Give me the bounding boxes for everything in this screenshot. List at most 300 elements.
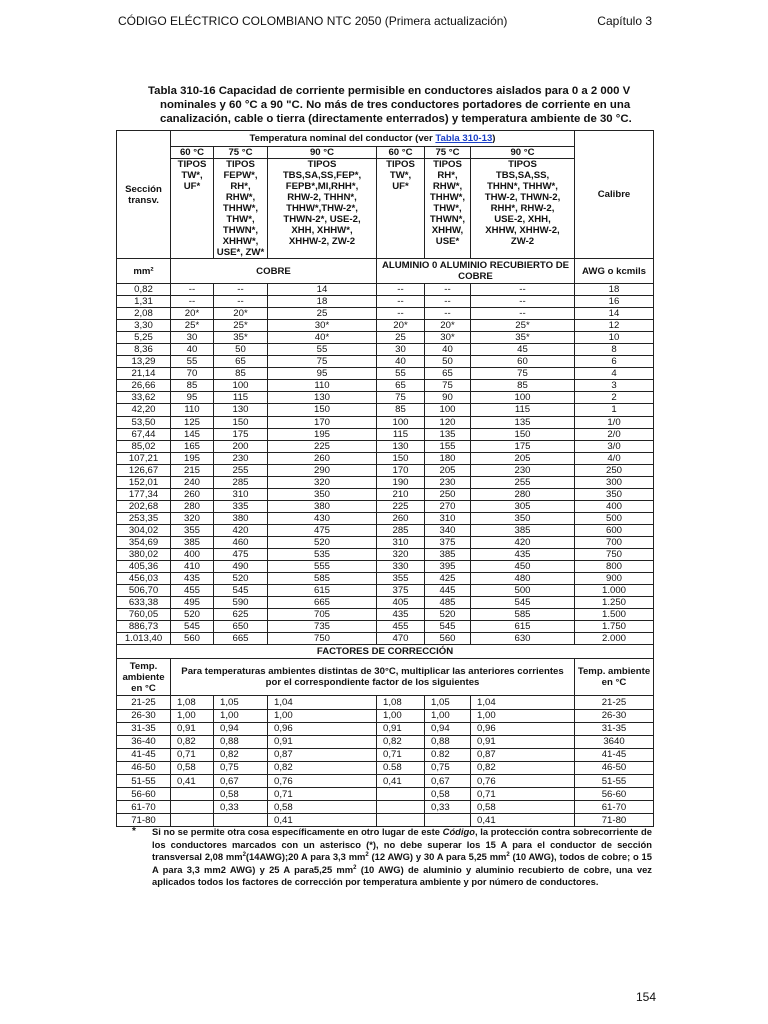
table-cell: 20* [425,320,471,332]
table-cell: 2,08 [117,308,171,320]
table-cell: 40 [425,344,471,356]
factor-cell: 71-80 [117,814,171,827]
table-cell: 335 [214,500,268,512]
table-cell: 0,82 [117,284,171,296]
table-cell: 455 [171,585,214,597]
factor-cell: 0,87 [268,748,377,761]
factor-cell: 0,88 [214,735,268,748]
table-cell: 150 [377,452,425,464]
table-cell: 310 [214,488,268,500]
table-cell: 520 [171,609,214,621]
note-sup-2: 2 [365,851,369,858]
table-cell: 40* [268,332,377,344]
table-cell: 375 [425,536,471,548]
table-cell: 6 [575,356,654,368]
table-row [117,536,654,548]
table-cell: 500 [575,512,654,524]
table-cell: -- [171,284,214,296]
table-cell: 40 [171,344,214,356]
factor-cell [214,814,268,827]
table-cell: 3 [575,380,654,392]
table-cell: 55 [377,368,425,380]
table-cell: 26,66 [117,380,171,392]
table-cell: 260 [377,512,425,524]
table-cell: 410 [171,561,214,573]
table-cell: 500 [471,585,575,597]
table-cell: 150 [214,416,268,428]
factor-cell [377,801,425,814]
table-cell: 195 [268,428,377,440]
factor-cell: 0,94 [214,722,268,735]
table-row [117,332,654,344]
table-cell: -- [214,296,268,308]
table-cell: 30* [268,320,377,332]
table-cell: 125 [171,416,214,428]
table-cell: 380,02 [117,549,171,561]
table-cell: 230 [214,452,268,464]
table-cell: 350 [268,488,377,500]
table-cell: 425 [425,573,471,585]
factor-cell: 21-25 [117,696,171,709]
table-cell: 380 [268,500,377,512]
table-cell: 1 [575,404,654,416]
table-cell: 8,36 [117,344,171,356]
table-cell: 420 [214,524,268,536]
temp-col-4: 60 °C [377,147,425,159]
table-cell: 35* [214,332,268,344]
table-cell: 225 [268,440,377,452]
factor-cell: 1,00 [377,709,425,722]
table-cell: 25 [268,308,377,320]
table-cell: 210 [377,488,425,500]
table-cell: 760,05 [117,609,171,621]
table-cell: 700 [575,536,654,548]
table-cell: 260 [268,452,377,464]
factor-cell: 0,82 [377,735,425,748]
factor-row [117,788,654,801]
table-cell: 50 [425,356,471,368]
table-cell: 170 [377,464,425,476]
footnote [152,826,652,889]
table-row [117,416,654,428]
table-cell: 85 [171,380,214,392]
factor-cell: 0,82 [171,735,214,748]
factor-cell: 56-60 [575,788,654,801]
factor-cell: 0,91 [377,722,425,735]
factor-cell: 0,96 [471,722,575,735]
table-cell: 115 [377,428,425,440]
table-cell: 195 [171,452,214,464]
note-sup-3: 2 [506,851,510,858]
table-cell: 130 [268,392,377,404]
temp-col-3: 90 °C [268,147,377,159]
table-cell: 285 [377,524,425,536]
factor-cell: 0,82 [214,748,268,761]
factor-row [117,709,654,722]
temp-header-text: Temperatura nominal del conductor (ver [249,133,436,144]
note-part-b: , la protección contra sobrecorriente de los conductores marcados con un asterisco (*), no debe superar los 15 A para el conductor de sección transversal 2,08 mm [152,826,652,862]
table-cell: 30* [425,332,471,344]
table-cell: 85 [214,368,268,380]
table-cell: 475 [268,524,377,536]
table-cell: 255 [471,476,575,488]
table-cell: 886,73 [117,621,171,633]
temp-col-6: 90 °C [471,147,575,159]
factor-cell: 0,75 [214,761,268,774]
factor-row [117,722,654,735]
factor-cell: 0,71 [171,748,214,761]
factor-cell [377,788,425,801]
factor-cell: 71-80 [575,814,654,827]
table-cell: 100 [214,380,268,392]
table-cell: 1.750 [575,621,654,633]
table-cell: 545 [425,621,471,633]
factor-cell [377,814,425,827]
table-cell: 1,31 [117,296,171,308]
table-cell: 1.000 [575,585,654,597]
table-cell: 150 [471,428,575,440]
table-cell: 107,21 [117,452,171,464]
factor-cell: 0,96 [268,722,377,735]
table-cell: 450 [471,561,575,573]
table-cell: 545 [214,585,268,597]
table-cell: 65 [425,368,471,380]
table-row [117,561,654,573]
factor-cell: 0,94 [425,722,471,735]
table-cell: -- [471,308,575,320]
factor-cell: 1,00 [268,709,377,722]
temp-rating-header [171,131,575,147]
factor-cell: 0,91 [471,735,575,748]
table-cell: 385 [425,549,471,561]
factor-cell: 51-55 [575,774,654,787]
factor-cell: 0.58 [377,761,425,774]
factor-temp-label-right: Temp. ambiente en °C [575,659,654,696]
temp-col-5: 75 °C [425,147,471,159]
table-cell: 95 [268,368,377,380]
factor-cell: 31-35 [117,722,171,735]
table-cell: 30 [377,344,425,356]
table-cell: 590 [214,597,268,609]
table-cell: 205 [425,464,471,476]
table-cell: 305 [471,500,575,512]
factor-cell: 0,67 [425,774,471,787]
table-cell: 177,34 [117,488,171,500]
table-cell: 33,62 [117,392,171,404]
note-part-a: Si no se permite otra cosa específicamente en otro lugar de este [152,826,443,837]
table-row [117,464,654,476]
table-cell: 495 [171,597,214,609]
table-cell: 420 [471,536,575,548]
table-cell: 4/0 [575,452,654,464]
table-cell: 405 [377,597,425,609]
table-cell: 180 [425,452,471,464]
table-cell: 320 [171,512,214,524]
table-cell: 67,44 [117,428,171,440]
types-col-4: TIPOS TW*, UF* [377,159,425,259]
unit-mm2: mm² [117,259,171,284]
factor-row [117,761,654,774]
table-cell: 135 [471,416,575,428]
factor-cell: 0,33 [214,801,268,814]
factor-cell: 41-45 [575,748,654,761]
factor-cell: 0,58 [471,801,575,814]
factor-cell: 26-30 [575,709,654,722]
factor-cell: 26-30 [117,709,171,722]
table-cell: 18 [575,284,654,296]
table-cell: 55 [268,344,377,356]
table-cell: 135 [425,428,471,440]
table-cell: 65 [214,356,268,368]
table-cell: 304,02 [117,524,171,536]
table-cell: -- [425,284,471,296]
note-code-word: Código [442,826,475,837]
table-cell: 100 [377,416,425,428]
table-cell: 215 [171,464,214,476]
table-cell: 340 [425,524,471,536]
table-cell: 85 [471,380,575,392]
table-cell: 255 [214,464,268,476]
table-cell: 456,03 [117,573,171,585]
table-cell: 310 [425,512,471,524]
table-cell: 110 [268,380,377,392]
table-cell: 150 [268,404,377,416]
table-cell: 253,35 [117,512,171,524]
table-cell: 14 [268,284,377,296]
factor-cell: 0,82 [471,761,575,774]
table-cell: 300 [575,476,654,488]
factor-cell: 61-70 [575,801,654,814]
table-row [117,308,654,320]
factor-cell: 0,76 [471,774,575,787]
factor-cell: 1,08 [171,696,214,709]
note-part-d: (12 AWG) y 30 A para 5,25 mm [368,851,507,862]
table-cell: 490 [214,561,268,573]
table-cell: 45 [471,344,575,356]
table-cell: 545 [471,597,575,609]
table-cell: -- [425,296,471,308]
table-cell: 75 [268,356,377,368]
table-cell: 385 [171,536,214,548]
factor-cell: 0,71 [377,748,425,761]
table-cell: 50 [214,344,268,356]
table-cell: 13,29 [117,356,171,368]
table-cell: 3,30 [117,320,171,332]
types-col-2: TIPOS FEPW*, RH*, RHW*, THHW*, THW*, THWN*, XHHW*, USE*, ZW* [214,159,268,259]
table-cell: 900 [575,573,654,585]
note-part-c: (14AWG);20 A para 3,3 mm [245,851,366,862]
caption-line-3: canalización, cable o tierra (directamente enterrados) y temperatura ambiente de 30 °C. [160,113,632,125]
table-cell: 310 [377,536,425,548]
table-row [117,585,654,597]
chapter-label: Capítulo 3 [597,14,652,28]
table-cell: 435 [377,609,425,621]
table-cell: 95 [171,392,214,404]
table-cell: -- [377,308,425,320]
table-cell: 12 [575,320,654,332]
table-cell: 630 [471,633,575,645]
table-cell: 250 [425,488,471,500]
table-row [117,621,654,633]
table-row [117,500,654,512]
table-cell: 735 [268,621,377,633]
table-cell: 1/0 [575,416,654,428]
table-cell: 506,70 [117,585,171,597]
table-cell: 585 [268,573,377,585]
table-cell: 190 [377,476,425,488]
note-asterisk: * [132,826,136,837]
table-cell: 400 [171,549,214,561]
table-cell: 280 [471,488,575,500]
table-cell: 40 [377,356,425,368]
table-cell: 585 [471,609,575,621]
table-cell: 350 [471,512,575,524]
table-cell: 435 [471,549,575,561]
table-cell: 170 [268,416,377,428]
table-cell: 14 [575,308,654,320]
table-cell: 70 [171,368,214,380]
table-cell: 430 [268,512,377,524]
table-row [117,488,654,500]
factor-cell: 0,33 [425,801,471,814]
factor-temp-label: Temp. ambiente en °C [117,659,171,696]
table-cell: 25 [377,332,425,344]
table-cell: 20* [377,320,425,332]
table-cell: 250 [575,464,654,476]
table-cell: 800 [575,561,654,573]
table-caption [148,84,648,126]
factor-cell: 1,00 [471,709,575,722]
table-row [117,428,654,440]
factor-cell: 0,71 [471,788,575,801]
table-cell: 445 [425,585,471,597]
factor-cell: 0,87 [471,748,575,761]
table-cell: 380 [214,512,268,524]
table-cell: 460 [214,536,268,548]
table-cell: 53,50 [117,416,171,428]
table-row [117,296,654,308]
factor-row [117,696,654,709]
factor-description: Para temperaturas ambientes distintas de 30°C, multiplicar las anteriores corrientes por el correspondiente factor de los siguientes [171,659,575,696]
note-part-e: (10 AWG), todos de cobre; o 15 A para 3,3 mm2 AWG) y 25 A para5,25 mm [152,851,652,875]
table-cell: 225 [377,500,425,512]
table-cell: 705 [268,609,377,621]
table-cell: 25* [214,320,268,332]
caption-line-1: Tabla 310-16 Capacidad de corriente permisible en conductores aislados para 0 a 2 000 V [148,85,631,97]
factor-cell: 0,82 [268,761,377,774]
factor-cell: 0,76 [268,774,377,787]
factor-cell [171,801,214,814]
factor-cell: 1,05 [214,696,268,709]
table-cell: 4 [575,368,654,380]
table-cell: 110 [171,404,214,416]
table-cell: 65 [377,380,425,392]
table-row [117,452,654,464]
table-cell: 625 [214,609,268,621]
table-cell: 520 [425,609,471,621]
seccion-header: Sección transv. [117,131,171,259]
factor-row [117,748,654,761]
factor-row [117,774,654,787]
table-cell: -- [471,284,575,296]
factor-cell: 1,00 [425,709,471,722]
table-cell: 555 [268,561,377,573]
table-row [117,404,654,416]
factor-cell: 0,41 [268,814,377,827]
table-row [117,368,654,380]
document-header-title: CÓDIGO ELÉCTRICO COLOMBIANO NTC 2050 (Primera actualización) [118,14,508,28]
table-cell: 175 [214,428,268,440]
aluminio-header: ALUMINIO 0 ALUMINIO RECUBIERTO DE COBRE [377,259,575,284]
table-cell: 350 [575,488,654,500]
table-cell: 665 [268,597,377,609]
table-cell: 155 [425,440,471,452]
factor-cell: 1,04 [268,696,377,709]
table-cell: 320 [377,549,425,561]
table-cell: 355 [377,573,425,585]
table-cell: 2 [575,392,654,404]
table-cell: 85,02 [117,440,171,452]
table-cell: 8 [575,344,654,356]
temp-col-2: 75 °C [214,147,268,159]
table-cell: 545 [171,621,214,633]
table-row [117,320,654,332]
factor-cell: 0,88 [425,735,471,748]
factor-cell: 46-50 [117,761,171,774]
table-cell: 165 [171,440,214,452]
table-cell: 480 [471,573,575,585]
table-row [117,597,654,609]
factor-cell: 1,00 [171,709,214,722]
table-cell: 230 [471,464,575,476]
factor-cell: 0,58 [171,761,214,774]
table-cell: 152,01 [117,476,171,488]
factor-cell: 0,75 [425,761,471,774]
table-cell: 270 [425,500,471,512]
factor-cell: 0,58 [268,801,377,814]
table-cell: 60 [471,356,575,368]
table-row [117,284,654,296]
table-cell: 520 [268,536,377,548]
table-cell: 10 [575,332,654,344]
table-cell: 42,20 [117,404,171,416]
table-cell: 25* [471,320,575,332]
table-cell: 650 [214,621,268,633]
factor-cell: 0.82 [425,748,471,761]
table-cell: 280 [171,500,214,512]
types-col-6: TIPOS TBS,SA,SS, THHN*, THHW*, THW-2, THWN-2, RHH*, RHW-2, USE-2, XHH, XHHW, XHHW-2, ZW-2 [471,159,575,259]
caption-line-2: nominales y 60 °C a 90 "C. No más de tres conductores portadores de corriente en una [160,99,631,111]
table-cell: 405,36 [117,561,171,573]
table-cell: 16 [575,296,654,308]
table-cell: 375 [377,585,425,597]
temp-header-close: ) [492,133,496,144]
factor-cell: 1,08 [377,696,425,709]
factor-cell: 0,41 [171,774,214,787]
factor-cell: 0,41 [471,814,575,827]
table-cell: 560 [425,633,471,645]
table-cell: 385 [471,524,575,536]
table-cell: 320 [268,476,377,488]
factor-cell: 0,91 [268,735,377,748]
tabla-310-13-link[interactable]: Tabla 310-13 [435,133,493,144]
table-cell: 290 [268,464,377,476]
table-cell: 395 [425,561,471,573]
table-cell: 615 [471,621,575,633]
table-cell: 665 [214,633,268,645]
table-row [117,633,654,645]
table-row [117,440,654,452]
